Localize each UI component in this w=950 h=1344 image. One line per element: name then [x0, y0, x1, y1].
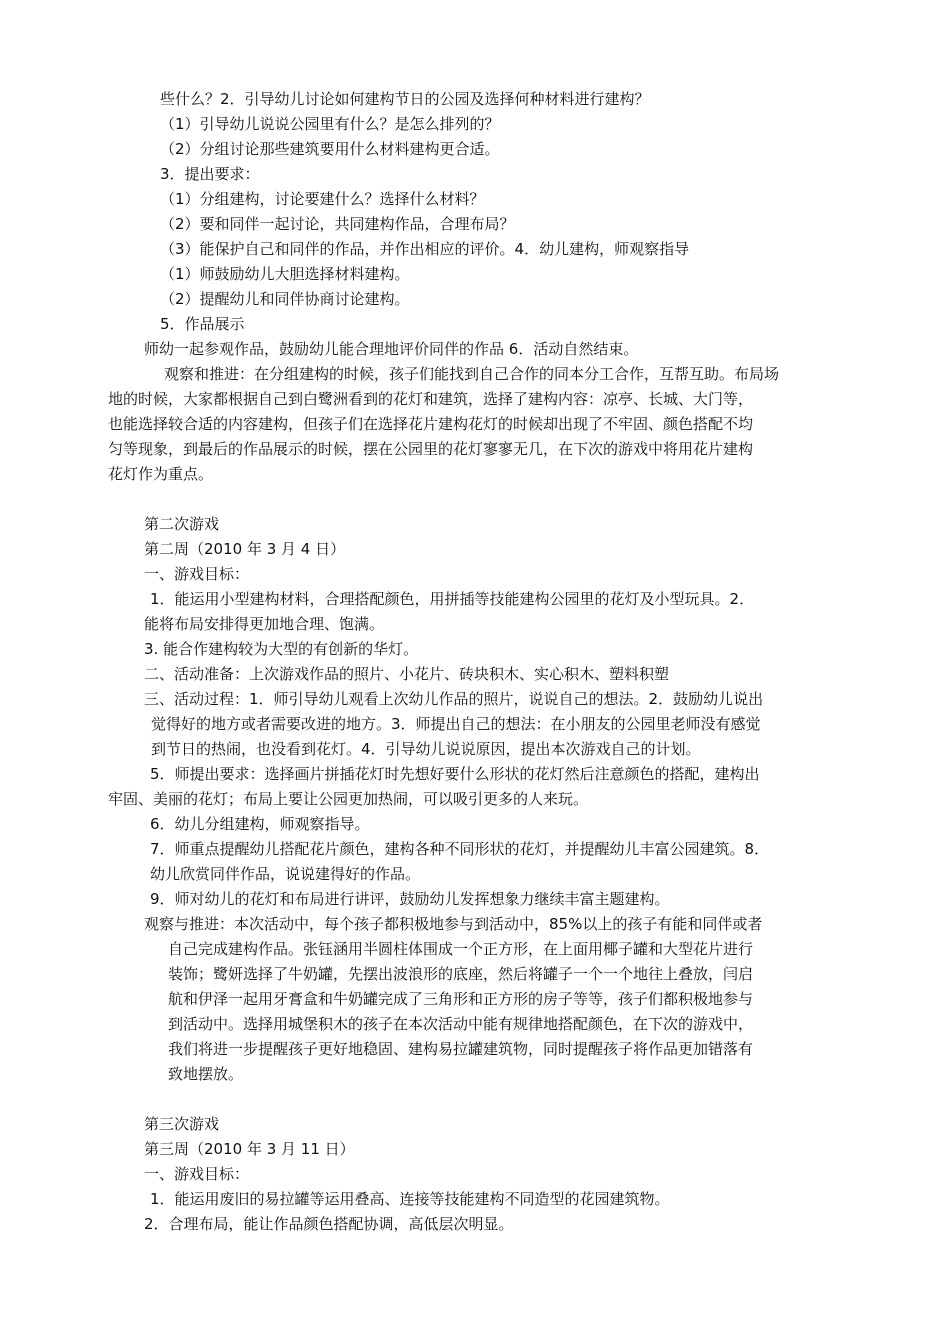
text-line: 我们将进一步提醒孩子更好地稳固、建构易拉罐建筑物，同时提醒孩子将作品更加错落有 — [168, 1040, 754, 1058]
text-line: （2）分组讨论那些建筑要用什么材料建构更合适。 — [160, 140, 500, 158]
text-line: 9．师对幼儿的花灯和布局进行讲评，鼓励幼儿发挥想象力继续丰富主题建构。 — [150, 890, 670, 908]
text-line: 些什么？2．引导幼儿讨论如何建构节日的公园及选择何种材料进行建构？ — [160, 90, 650, 108]
text-line: 地的时候，大家都根据自己到白鹭洲看到的花灯和建筑，选择了建构内容：凉亭、长城、大门等， — [108, 390, 754, 408]
text-line: 第三周（2010 年 3 月 11 日） — [144, 1140, 355, 1158]
text-line: 牢固、美丽的花灯；布局上要让公园更加热闹，可以吸引更多的人来玩。 — [108, 790, 589, 808]
text-line: 也能选择较合适的内容建构，但孩子们在选择花片建构花灯的时候却出现了不牢固、颜色搭配不均 — [108, 415, 754, 433]
text-line: 一、游戏目标： — [144, 565, 250, 583]
text-line: 一、游戏目标： — [144, 1165, 250, 1183]
text-line: 5．师提出要求：选择画片拼插花灯时先想好要什么形状的花灯然后注意颜色的搭配，建构出 — [150, 765, 760, 783]
text-line: 2．合理布局，能让作品颜色搭配协调，高低层次明显。 — [144, 1215, 514, 1233]
text-line: 装饰；鹭妍选择了牛奶罐，先摆出波浪形的底座，然后将罐子一个一个地往上叠放，闫启 — [168, 965, 754, 983]
text-line: 1．能运用废旧的易拉罐等运用叠高、连接等技能建构不同造型的花园建筑物。 — [150, 1190, 670, 1208]
text-line: 三、活动过程：1．师引导幼儿观看上次幼儿作品的照片，说说自己的想法。2．鼓励幼儿说出 — [144, 690, 764, 708]
text-line: 致地摆放。 — [168, 1065, 244, 1083]
text-line: （1）引导幼儿说说公园里有什么？是怎么排列的？ — [160, 115, 500, 133]
text-line: 6．幼儿分组建构，师观察指导。 — [150, 815, 370, 833]
text-line: 第二周（2010 年 3 月 4 日） — [144, 540, 346, 558]
text-line: （1）师鼓励幼儿大胆选择材料建构。 — [160, 265, 410, 283]
text-line: 5．作品展示 — [160, 315, 245, 333]
text-line: 到活动中。选择用城堡积木的孩子在本次活动中能有规律地搭配颜色，在下次的游戏中， — [168, 1015, 754, 1033]
text-line: 第二次游戏 — [144, 515, 220, 533]
text-line: （3）能保护自己和同伴的作品，并作出相应的评价。4．幼儿建构，师观察指导 — [160, 240, 690, 258]
text-line: （1）分组建构，讨论要建什么？选择什么材料？ — [160, 190, 485, 208]
text-line: 第三次游戏 — [144, 1115, 220, 1133]
text-line: 3．提出要求： — [160, 165, 260, 183]
text-line: （2）提醒幼儿和同伴协商讨论建构。 — [160, 290, 410, 308]
text-line: 自己完成建构作品。张钰涵用半圆柱体围成一个正方形，在上面用椰子罐和大型花片进行 — [168, 940, 754, 958]
text-line: 1．能运用小型建构材料，合理搭配颜色，用拼插等技能建构公园里的花灯及小型玩具。2． — [150, 590, 755, 608]
text-line: （2）要和同伴一起讨论，共同建构作品，合理布局？ — [160, 215, 515, 233]
text-line: 觉得好的地方或者需要改进的地方。3．师提出自己的想法：在小朋友的公园里老师没有感觉 — [151, 715, 761, 733]
text-line: 花灯作为重点。 — [108, 465, 214, 483]
text-line: 观察和推进：在分组建构的时候，孩子们能找到自己合作的同本分工合作，互帮互助。布局场 — [164, 365, 780, 383]
text-line: 7．师重点提醒幼儿搭配花片颜色，建构各种不同形状的花灯，并提醒幼儿丰富公园建筑。8． — [150, 840, 770, 858]
text-line: 观察与推进：本次活动中，每个孩子都积极地参与到活动中，85%以上的孩子有能和同伴或者 — [144, 915, 763, 933]
text-line: 3. 能合作建构较为大型的有创新的华灯。 — [144, 640, 419, 658]
text-line: 二、活动准备：上次游戏作品的照片、小花片、砖块积木、实心积木、塑料积塑 — [144, 665, 670, 683]
text-line: 师幼一起参观作品，鼓励幼儿能合理地评价同伴的作品 6．活动自然结束。 — [144, 340, 639, 358]
text-line: 匀等现象，到最后的作品展示的时候，摆在公园里的花灯寥寥无几，在下次的游戏中将用花片建构 — [108, 440, 754, 458]
text-line: 能将布局安排得更加地合理、饱满。 — [144, 615, 385, 633]
text-line: 航和伊泽一起用牙膏盒和牛奶罐完成了三角形和正方形的房子等等，孩子们都积极地参与 — [168, 990, 754, 1008]
text-line: 幼儿欣赏同伴作品，说说建得好的作品。 — [150, 865, 421, 883]
text-line: 到节日的热闹，也没看到花灯。4．引导幼儿说说原因，提出本次游戏自己的计划。 — [151, 740, 701, 758]
